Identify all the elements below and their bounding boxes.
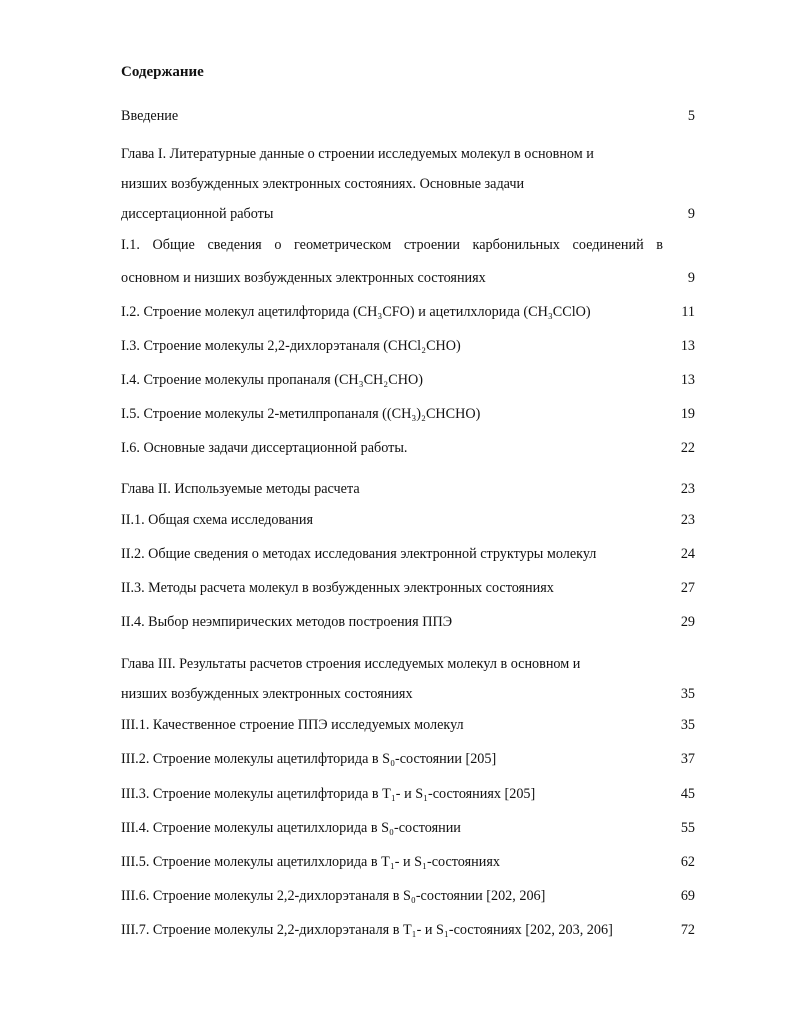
toc-page-1-5: 19 [680,406,695,422]
toc-page-3-5: 62 [680,854,695,870]
toc-page-3-6: 69 [680,888,695,904]
toc-entry-3-1: III.1. Качественное строение ППЭ исследуемых молекул [121,717,464,733]
toc-entry-3-6: III.6. Строение молекулы 2,2-дихлорэтаналя в S₀-состоянии [202, 206] [121,888,546,904]
toc-entry-1-4: I.4. Строение молекулы пропаналя (CH₃CH₂CHO) [121,372,423,388]
toc-page-1-6: 22 [680,440,695,456]
toc-page-chapter-3: 35 [680,686,695,702]
toc-title: Содержание [121,64,204,80]
toc-page-2-4: 29 [680,614,695,630]
toc-entry-2-1: II.1. Общая схема исследования [121,512,314,528]
toc-entry-2-4: II.4. Выбор неэмпирических методов построения ППЭ [121,614,453,630]
toc-page-chapter-2: 23 [680,481,695,497]
toc-page-2-3: 27 [680,580,695,596]
toc-page-1-1: 9 [687,270,695,286]
toc-entry-chapter-3-line2: низших возбужденных электронных состояниях [121,686,413,702]
toc-entry-chapter-1-line1: Глава I. Литературные данные о строении исследуемых молекул в основном и [121,146,594,162]
toc-entry-2-2: II.2. Общие сведения о методах исследования электронной структуры молекул [121,546,597,562]
toc-entry-3-5: III.5. Строение молекулы ацетилхлорида в T₁- и S₁-состояниях [121,854,500,870]
toc-entry-1-3: I.3. Строение молекулы 2,2-дихлорэтаналя (CHCl₂CHO) [121,338,461,354]
toc-entry-chapter-1-line3: диссертационной работы [121,206,274,222]
toc-entry-1-5: I.5. Строение молекулы 2-метилпропаналя ((CH₃)₂CHCHO) [121,406,481,422]
toc-page-3-1: 35 [680,717,695,733]
toc-page-3-3: 45 [680,786,695,802]
toc-entry-3-4: III.4. Строение молекулы ацетилхлорида в S₀-состоянии [121,820,461,836]
toc-entry-chapter-2: Глава II. Используемые методы расчета [121,481,360,497]
toc-page-chapter-1: 9 [687,206,695,222]
toc-page-3-2: 37 [680,751,695,767]
toc-entry-2-3: II.3. Методы расчета молекул в возбужденных электронных состояниях [121,580,554,596]
toc-page-intro: 5 [687,108,695,124]
toc-page-2-2: 24 [680,546,695,562]
toc-page-3-4: 55 [680,820,695,836]
toc-entry-chapter-3-line1: Глава III. Результаты расчетов строения исследуемых молекул в основном и [121,656,581,672]
toc-entry-1-1-line2: основном и низших возбужденных электронных состояниях [121,270,486,286]
toc-entry-3-2: III.2. Строение молекулы ацетилфторида в S₀-состоянии [205] [121,751,497,767]
toc-page-3-7: 72 [680,922,695,938]
toc-entry-chapter-1-line2: низших возбужденных электронных состояниях. Основные задачи [121,176,525,192]
toc-page-2-1: 23 [680,512,695,528]
toc-entry-1-1-line1: I.1. Общие сведения о геометрическом строении карбонильных соединений в [121,237,663,253]
toc-entry-3-7: III.7. Строение молекулы 2,2-дихлорэтаналя в T₁- и S₁-состояниях [202, 203, 206] [121,922,613,938]
toc-entry-1-2: I.2. Строение молекул ацетилфторида (CH₃CFO) и ацетилхлорида (CH₃CClO) [121,304,591,320]
toc-page-1-2: 11 [681,304,695,320]
toc-page-1-4: 13 [680,372,695,388]
toc-entry-1-6: I.6. Основные задачи диссертационной работы. [121,440,408,456]
toc-entry-3-3: III.3. Строение молекулы ацетилфторида в T₁- и S₁-состояниях [205] [121,786,536,802]
toc-entry-intro: Введение [121,108,179,124]
toc-page-1-3: 13 [680,338,695,354]
